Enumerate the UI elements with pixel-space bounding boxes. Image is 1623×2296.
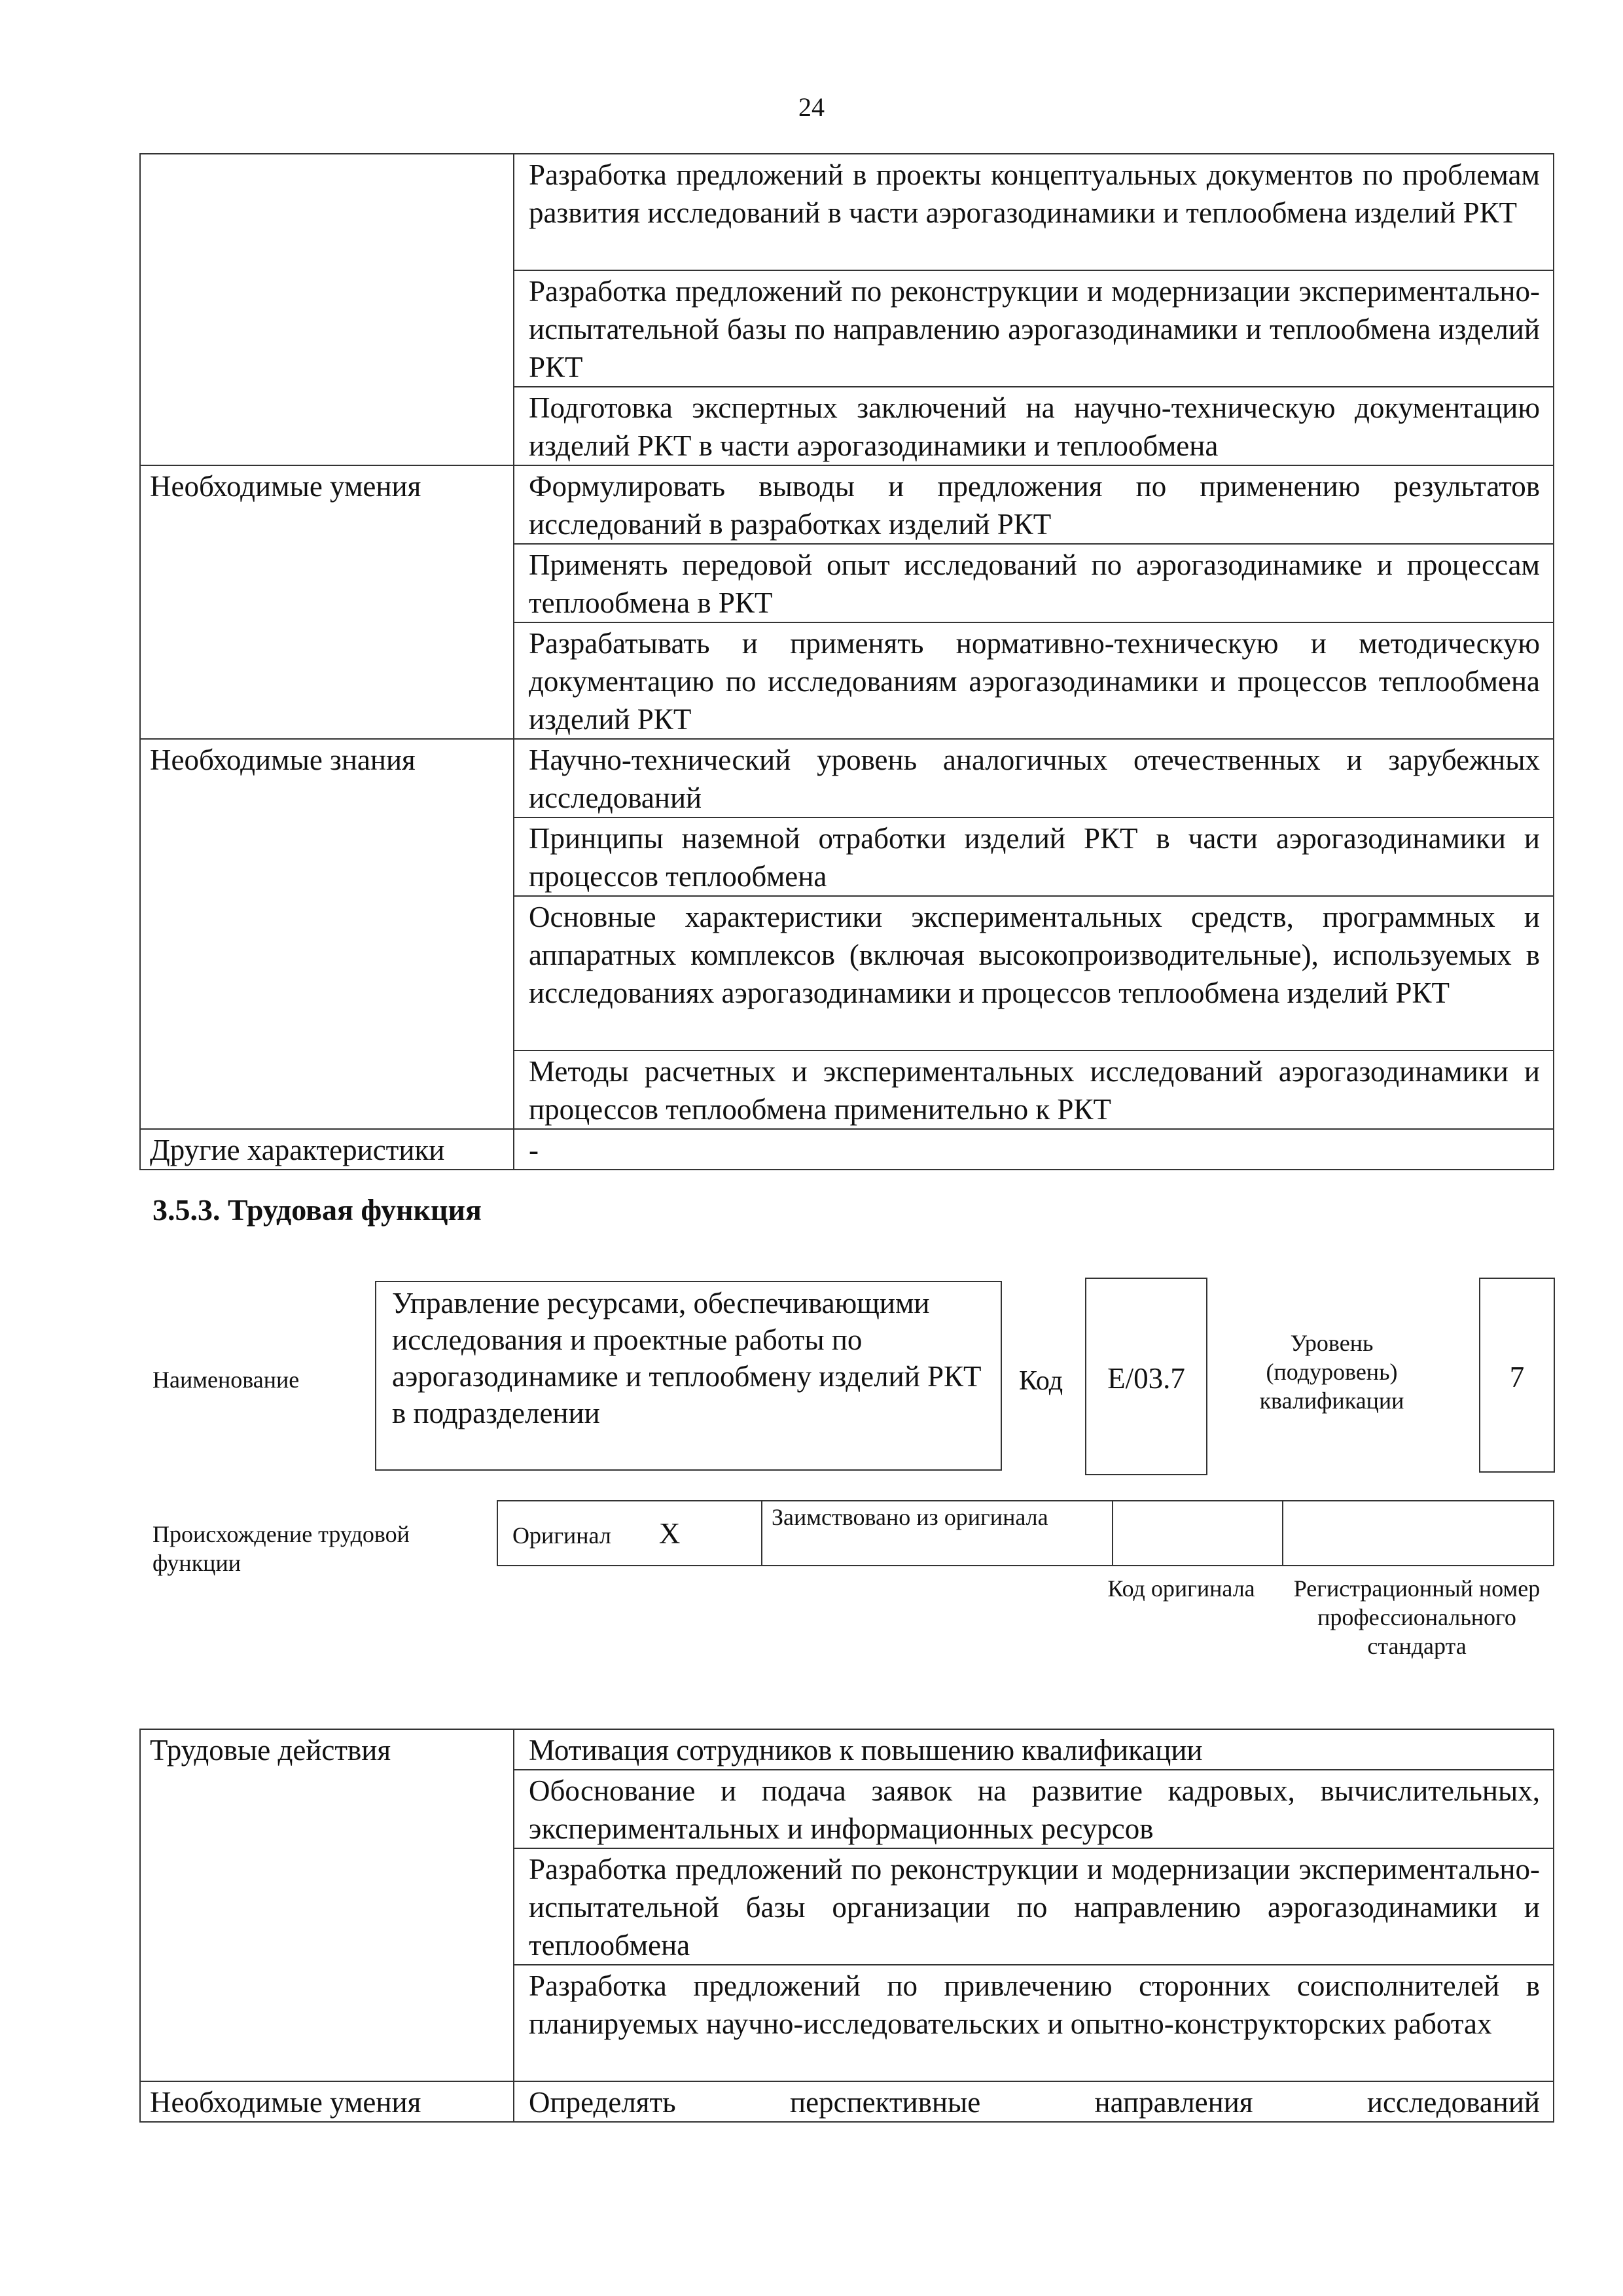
row-label-skills: Необходимые умения: [140, 2081, 514, 2122]
table-row: [140, 465, 1554, 544]
function-name-value: Управление ресурсами, обеспечивающими исследования и проектные работы по аэрогазодинамике и теплообмену изделий РКТ в подразделении: [392, 1287, 982, 1429]
origin-label: Происхождение трудовой функции: [152, 1521, 410, 1576]
level-label: Уровень (подуровень) квалификации: [1259, 1330, 1404, 1414]
requirements-table-top: [139, 153, 1554, 1170]
code-label: Код: [1019, 1366, 1063, 1396]
table-cell: Принципы наземной отработки изделий РКТ в части аэрогазодинамики и процессов теплообмена: [514, 817, 1554, 896]
level-box: [1479, 1278, 1555, 1473]
original-label: Оригинал: [512, 1522, 611, 1549]
row-label-knowledge: Необходимые знания: [140, 739, 514, 1129]
table-cell: Обоснование и подача заявок на развитие кадровых, вычислительных, экспериментальных и информационных ресурсов: [514, 1770, 1554, 1848]
code-original-cell: [1113, 1501, 1283, 1566]
code-value: E/03.7: [1107, 1362, 1185, 1395]
code-box: [1085, 1278, 1207, 1475]
table-cell: Методы расчетных и экспериментальных исследований аэрогазодинамики и процессов теплообмена применительно к РКТ: [514, 1050, 1554, 1129]
table-row: [140, 1129, 1554, 1170]
table-cell: Разработка предложений по привлечению сторонних соисполнителей в планируемых научно-исследовательских и опытно-конструкторских работах: [514, 1965, 1554, 2081]
section-heading: 3.5.3. Трудовая функция: [152, 1193, 482, 1227]
table-cell: Применять передовой опыт исследований по аэрогазодинамике и процессам теплообмена в РКТ: [514, 544, 1554, 622]
table-cell: Разработка предложений в проекты концептуальных документов по проблемам развития исследований в части аэрогазодинамики и теплообмена изделий РКТ: [514, 154, 1554, 270]
row-label-empty: [140, 154, 514, 465]
borrowed-cell: [762, 1501, 1113, 1566]
level-value: 7: [1509, 1361, 1525, 1393]
row-label-actions: Трудовые действия: [140, 1729, 514, 2081]
borrowed-label: Заимствовано из оригинала: [772, 1504, 1048, 1530]
reg-number-caption: Регистрационный номер профессионального стандарта: [1293, 1575, 1541, 1659]
table-cell: Основные характеристики экспериментальных средств, программных и аппаратных комплексов (включая высокопроизводительные), используемых в исследованиях аэрогазодинамики и процессов теплообмена изделий РКТ: [514, 896, 1554, 1050]
table-cell: Мотивация сотрудников к повышению квалификации: [514, 1729, 1554, 1770]
original-cell: [497, 1501, 762, 1566]
table-cell: Формулировать выводы и предложения по применению результатов исследований в разработках изделий РКТ: [514, 465, 1554, 544]
table-row: [140, 1729, 1554, 1770]
table-row: [497, 1501, 1554, 1566]
table-row: [140, 2081, 1554, 2122]
table-cell: Разработка предложений по реконструкции и модернизации экспериментально-испытательной базы по направлению аэрогазодинамики и теплообмена изделий РКТ: [514, 270, 1554, 387]
table-row: [140, 154, 1554, 270]
requirements-table-bottom: [139, 1729, 1554, 2123]
table-cell: Разрабатывать и применять нормативно-техническую и методическую документацию по исследованиям аэрогазодинамики и процессов теплообмена изделий РКТ: [514, 622, 1554, 739]
reg-number-cell: [1283, 1501, 1554, 1566]
row-label-skills: Необходимые умения: [140, 465, 514, 739]
function-name-box: [375, 1281, 1002, 1471]
table-cell: Разработка предложений по реконструкции и модернизации экспериментально-испытательной базы организации по направлению аэрогазодинамики и теплообмена: [514, 1848, 1554, 1965]
row-label-other: Другие характеристики: [140, 1129, 514, 1170]
original-mark: X: [658, 1516, 681, 1550]
table-cell: Определять перспективные направления исследований: [514, 2081, 1554, 2122]
page-number: 24: [798, 92, 825, 122]
table-cell: Научно-технический уровень аналогичных отечественных и зарубежных исследований: [514, 739, 1554, 817]
table-cell: -: [514, 1129, 1554, 1170]
table-row: [140, 739, 1554, 817]
table-cell: Подготовка экспертных заключений на научно-техническую документацию изделий РКТ в части аэрогазодинамики и теплообмена: [514, 387, 1554, 465]
origin-table: [497, 1500, 1554, 1566]
code-original-caption: Код оригинала: [1107, 1575, 1255, 1602]
name-label: Наименование: [152, 1367, 300, 1393]
